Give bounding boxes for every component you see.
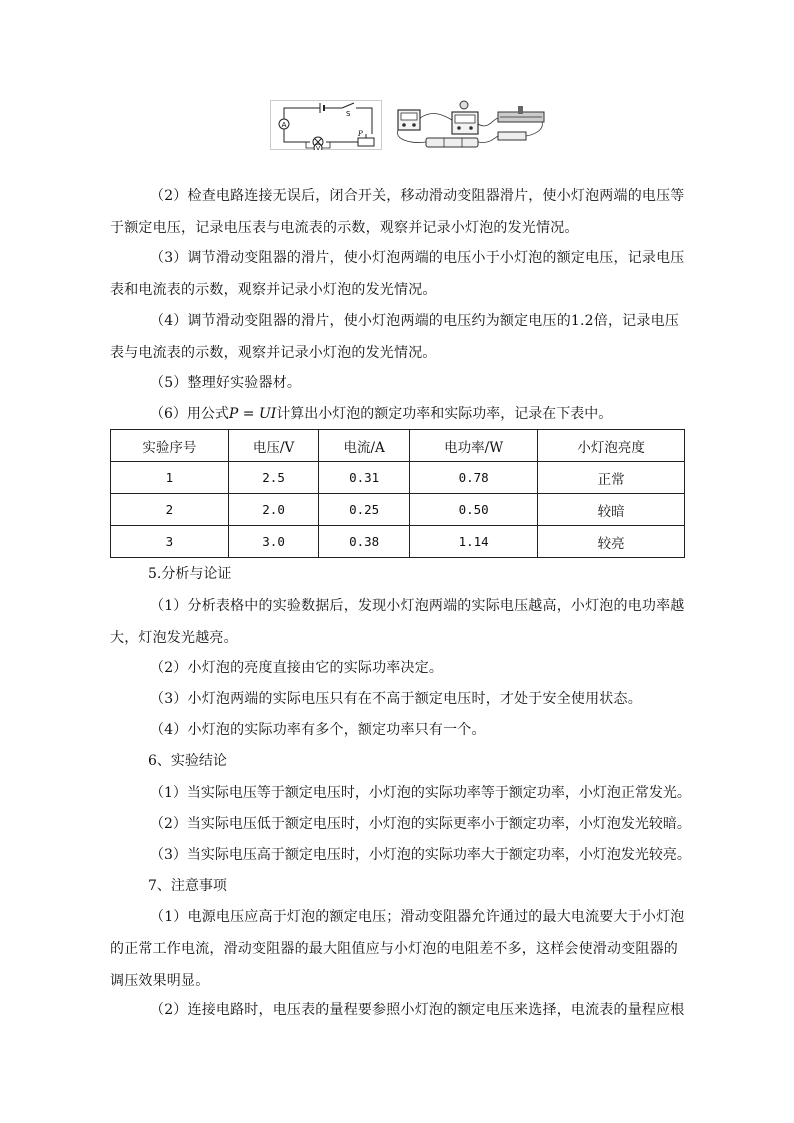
table-cell: 3.0 [228,526,319,558]
table-cell: 较暗 [538,494,685,526]
header-trial: 实验序号 [111,430,229,462]
table-row [111,462,685,494]
voltmeter-label: V [315,145,321,150]
table-cell: 0.31 [319,462,410,494]
table-cell: 0.78 [409,462,537,494]
table-cell: 0.25 [319,494,410,526]
section-7-title: 7、注意事项 [148,878,227,894]
ammeter-label: A [281,121,287,129]
table-cell: 较亮 [538,526,685,558]
switch-label: S [346,110,351,118]
section-5-item-2: （2）小灯泡的亮度直接由它的实际功率决定。 [150,660,444,676]
section-6-item-1: （1）当实际电压等于额定电压时，小灯泡的实际功率等于额定功率，小灯泡正常发光。 [150,785,691,801]
table-cell: 0.50 [409,494,537,526]
step-4-paragraph: （4）调节滑动变阻器的滑片，使小灯泡两端的电压约为额定电压的1.2倍，记录电压表与电流表的示数，观察并记录小灯泡的发光情况。 [110,313,679,361]
section-6-item-3: （3）当实际电压高于额定电压时，小灯泡的实际功率大于额定功率，小灯泡发光较亮。 [150,847,691,863]
header-voltage: 电压/V [228,430,319,462]
section-6-title: 6、实验结论 [148,753,227,769]
results-table [110,429,685,558]
section-5-item-4: （4）小灯泡的实际功率有多个，额定功率只有一个。 [150,722,486,738]
table-cell: 2 [111,494,229,526]
section-5-title: 5.分析与论证 [148,566,232,582]
step-6-paragraph [150,398,730,430]
step-6-suffix: 计算出小灯泡的额定功率和实际功率，记录在下表中。 [276,406,613,422]
table-cell: 3 [111,526,229,558]
step-5-paragraph: （5）整理好实验器材。 [150,375,302,391]
header-brightness: 小灯泡亮度 [538,430,685,462]
circuit-diagram [270,100,382,150]
table-cell: 正常 [538,462,685,494]
table-cell: 2.0 [228,494,319,526]
apparatus-photo [392,100,548,150]
section-7-item-1: （1）电源电压应高于灯泡的额定电压；滑动变阻器允许通过的最大电流要大于小灯泡的正常工作电流，滑动变阻器的最大阻值应与小灯泡的电阻差不多，这样会使滑动变阻器的调压效果明显。 [110,909,685,989]
header-current: 电流/A [319,430,410,462]
header-power: 电功率/W [409,430,537,462]
table-cell: 1 [111,462,229,494]
table-header-row [111,430,685,462]
table-row [111,494,685,526]
figure-row [270,100,548,150]
section-5-item-1: （1）分析表格中的实验数据后，发现小灯泡两端的实际电压越高，小灯泡的电功率越大，灯泡发光越亮。 [110,598,685,646]
power-formula: P = UI [228,406,277,422]
table-cell: 1.14 [409,526,537,558]
step-3-paragraph: （3）调节滑动变阻器的滑片，使小灯泡两端的电压小于小灯泡的额定电压，记录电压表和电流表的示数，观察并记录小灯泡的发光情况。 [110,250,685,298]
table-cell: 2.5 [228,462,319,494]
section-7-item-2: （2）连接电路时，电压表的量程要参照小灯泡的额定电压来选择，电流表的量程应根 [150,1002,685,1018]
step-2-paragraph: （2）检查电路连接无误后，闭合开关，移动滑动变阻器滑片，使小灯泡两端的电压等于额定电压，记录电压表与电流表的示数，观察并记录小灯泡的发光情况。 [110,188,685,236]
slider-label: P [358,130,363,138]
table-cell: 0.38 [319,526,410,558]
section-5-item-3: （3）小灯泡两端的实际电压只有在不高于额定电压时，才处于安全使用状态。 [150,691,642,707]
step-6-prefix: （6）用公式 [150,406,229,422]
section-6-item-2: （2）当实际电压低于额定电压时，小灯泡的实际更率小于额定功率，小灯泡发光较暗。 [150,816,691,832]
table-row [111,526,685,558]
